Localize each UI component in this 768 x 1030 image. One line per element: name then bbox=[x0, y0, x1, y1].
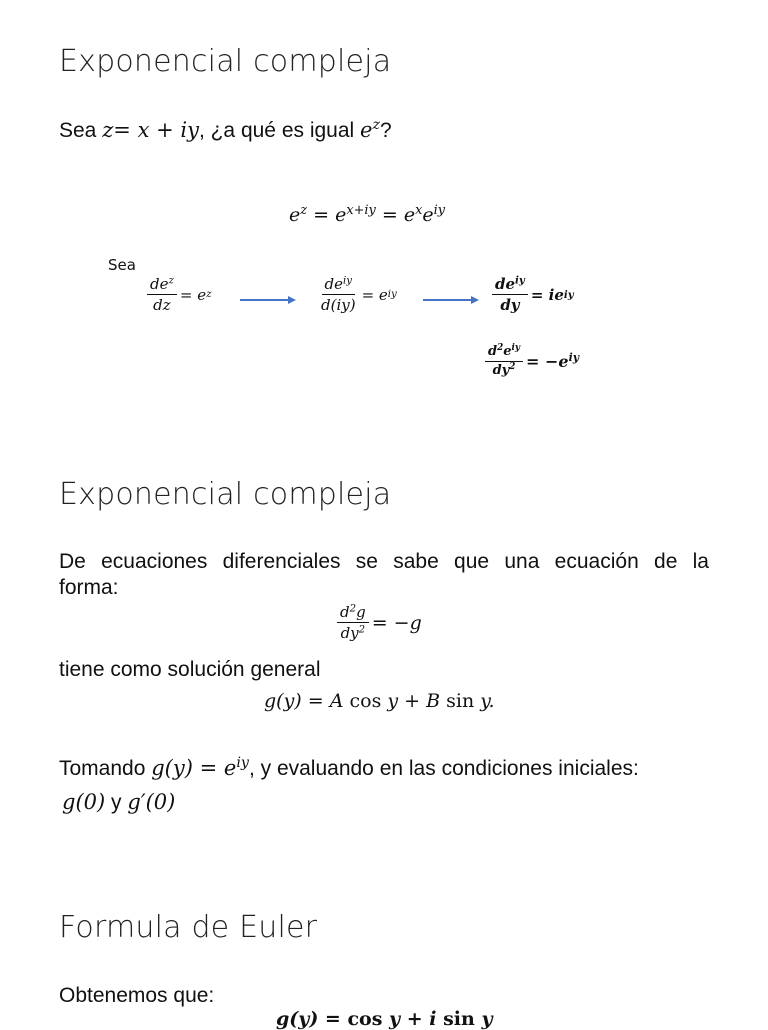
derivative-4: $\frac{d^2e^{iy}}{dy^2}$ = $-e^{iy}$ bbox=[482, 345, 579, 379]
z-var: z bbox=[102, 118, 114, 142]
derivative-1: $\frac{de^z}{dz}$ = e z bbox=[144, 276, 211, 315]
euler-equation: g(y) = cos y + i sin y bbox=[276, 1008, 493, 1030]
question-end: ? bbox=[380, 119, 392, 142]
derivative-2: $\frac{de^{iy}}{d(iy)}$ = e iy bbox=[321, 275, 397, 315]
derivative-3: $\frac{de^{iy}}{dy}$ = ie iy bbox=[489, 276, 574, 315]
ode-equation: $\frac{d^2g}{dy^2}$ = −g bbox=[334, 604, 422, 643]
general-solution-text: tiene como solución general bbox=[59, 658, 321, 681]
tomando-line: Tomando $g(y) = e^{iy}$, y evaluando en las condiciones iniciales: bbox=[59, 755, 639, 780]
arrow-right-1 bbox=[239, 294, 297, 306]
slide1-intro-line bbox=[59, 118, 392, 143]
arrow-right-2 bbox=[422, 294, 480, 306]
obtenemos-text: Obtenemos que: bbox=[59, 984, 215, 1007]
slide2-title: Exponencial compleja bbox=[59, 477, 392, 512]
sea-label: Sea bbox=[108, 256, 136, 274]
slide1-title: Exponencial compleja bbox=[59, 44, 392, 79]
z-def: = x + iy bbox=[113, 118, 199, 142]
exp-equation: $e^z = e^{x+iy} = e^xe^{iy}$ bbox=[289, 202, 446, 226]
slide3-title: Formula de Euler bbox=[59, 910, 318, 945]
general-solution-equation: g(y) = A cos y + B sin y. bbox=[264, 690, 495, 712]
slide2-paragraph-line2: forma: bbox=[59, 576, 119, 599]
initial-conditions: g(0) y g′(0) bbox=[62, 790, 176, 814]
e-z: $e^z$ bbox=[360, 117, 381, 142]
question-text: , ¿a qué es igual bbox=[198, 119, 361, 142]
slide2-paragraph-line1: De ecuaciones diferenciales se sabe que una ecuación de la bbox=[59, 550, 709, 573]
sea-text: Sea bbox=[59, 119, 97, 142]
